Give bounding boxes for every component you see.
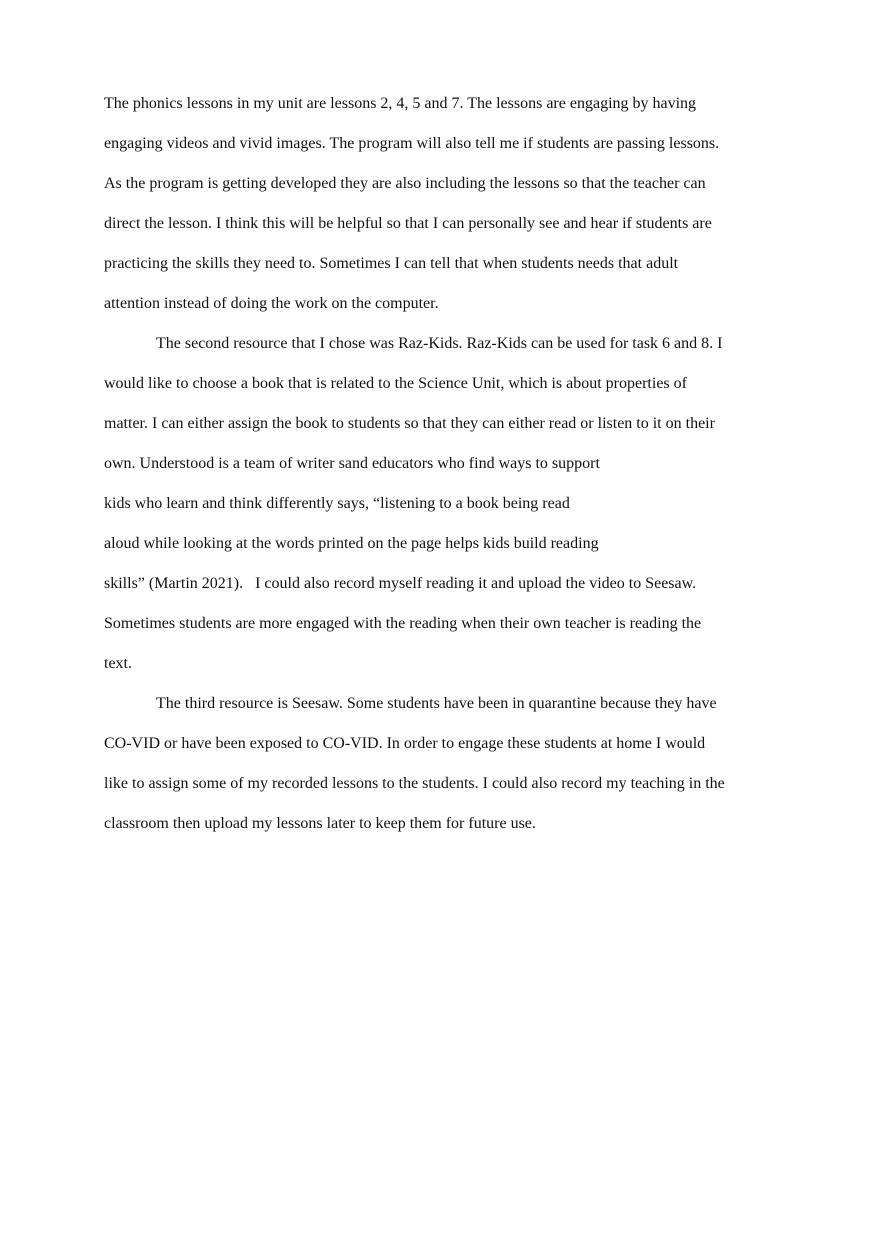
- text-line: like to assign some of my recorded lessons to the students. I could also record my teaching in the: [104, 775, 725, 792]
- text-line: attention instead of doing the work on the computer.: [104, 295, 439, 312]
- text-line: engaging videos and vivid images. The program will also tell me if students are passing lessons.: [104, 135, 720, 152]
- text-line: kids who learn and think differently says, “listening to a book being read: [104, 495, 570, 512]
- text-line: aloud while looking at the words printed on the page helps kids build reading: [104, 535, 599, 552]
- document-body: [104, 84, 784, 844]
- text-line: CO-VID or have been exposed to CO-VID. In order to engage these students at home I would: [104, 735, 706, 752]
- text-line: Sometimes students are more engaged with the reading when their own teacher is reading the: [104, 615, 702, 632]
- text-line: matter. I can either assign the book to students so that they can either read or listen to it on their: [104, 415, 715, 432]
- text-line: would like to choose a book that is related to the Science Unit, which is about properties of: [104, 375, 687, 392]
- text-line: The phonics lessons in my unit are lessons 2, 4, 5 and 7. The lessons are engaging by having: [104, 95, 697, 112]
- text-line: skills” (Martin 2021). I could also record myself reading it and upload the video to Seesaw.: [104, 575, 697, 592]
- text-line-indented: The third resource is Seesaw. Some students have been in quarantine because they have: [156, 695, 717, 712]
- text-line-indented: The second resource that I chose was Raz-Kids. Raz-Kids can be used for task 6 and 8. I: [156, 335, 723, 352]
- text-line: classroom then upload my lessons later to keep them for future use.: [104, 815, 536, 832]
- text-line: As the program is getting developed they are also including the lessons so that the teacher can: [104, 175, 706, 192]
- text-line: direct the lesson. I think this will be helpful so that I can personally see and hear if students are: [104, 215, 712, 232]
- text-line: own. Understood is a team of writer sand educators who find ways to support: [104, 455, 600, 472]
- text-line: text.: [104, 655, 132, 672]
- text-line: practicing the skills they need to. Sometimes I can tell that when students needs that adult: [104, 255, 679, 272]
